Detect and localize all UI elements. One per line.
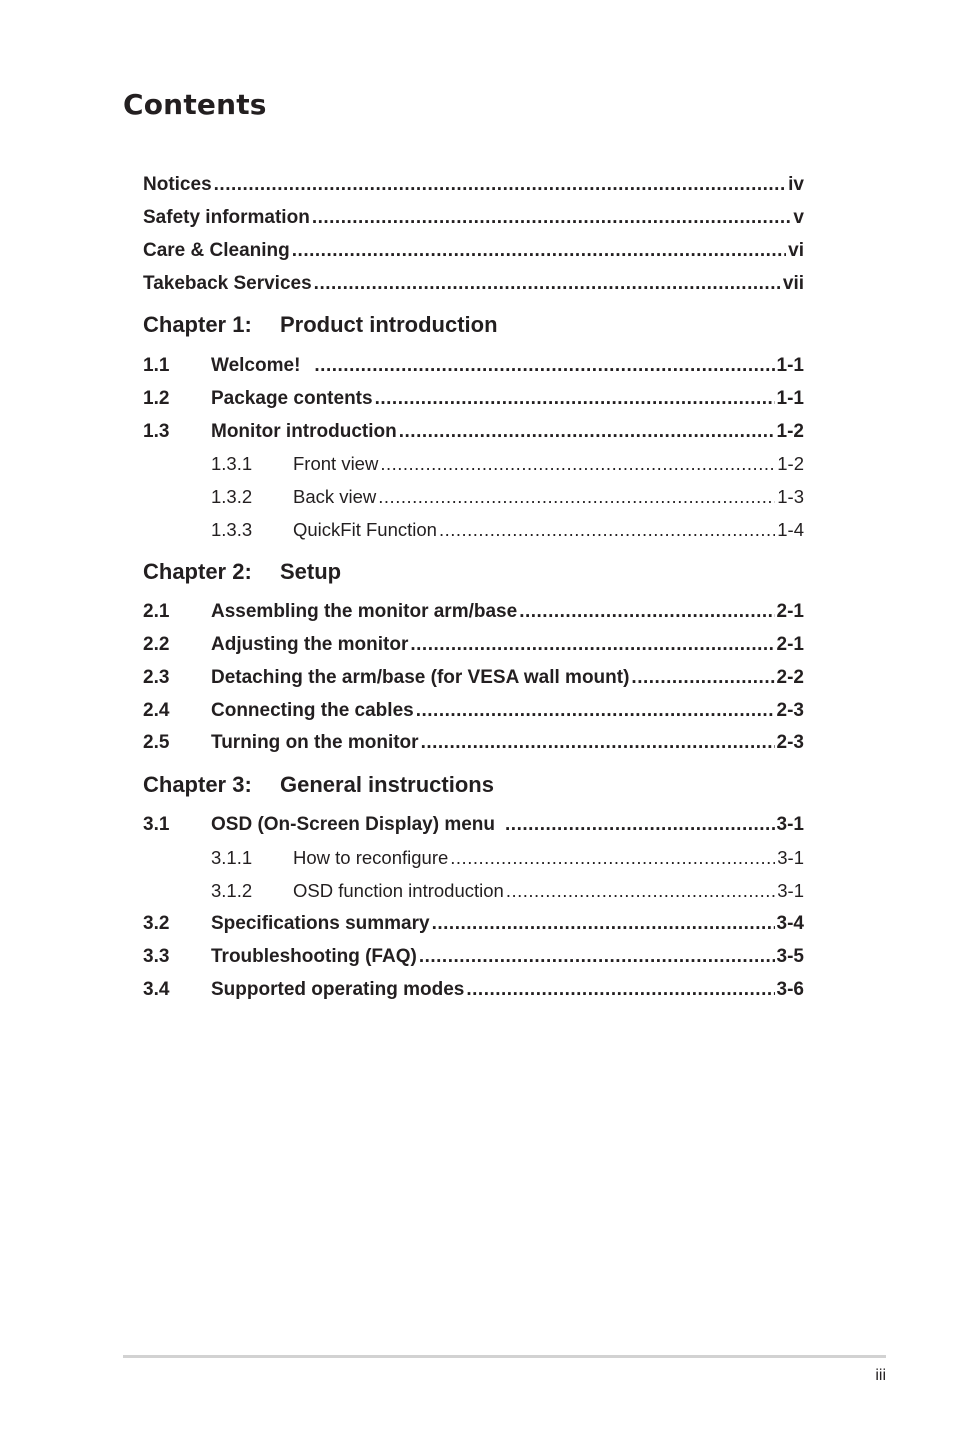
leader-dots [410,633,774,657]
toc-entry-label: Turning on the monitor [211,732,419,753]
section-number: 2.5 [143,732,170,753]
section-number: 3.4 [143,979,170,1000]
toc-entry-label: OSD (On-Screen Display) menu [211,814,496,835]
leader-dots [292,239,786,263]
chapter-heading-1[interactable] [143,311,804,339]
toc-entry-page: 1-2 [776,421,804,442]
toc-entry-1-3-3[interactable] [143,518,804,542]
toc-entry-label: Adjusting the monitor [211,634,409,655]
section-number: 1.3 [143,421,170,442]
leader-dots [314,272,781,296]
leader-dots [378,485,775,509]
toc-entry-takeback-services[interactable] [143,272,804,296]
toc-entry-page: v [793,207,804,228]
subsection-number: 1.3.2 [211,486,253,507]
toc-entry-page: 2-3 [776,732,804,753]
toc-entry-notices[interactable] [143,173,804,197]
toc-entry-label: QuickFit Function [293,519,437,540]
leader-dots [505,813,775,837]
toc-entry-page: 3-5 [776,946,804,967]
toc-entry-page: 3-1 [776,814,804,835]
toc-entry-label: Welcome! [211,355,301,376]
toc-entry-2-3[interactable] [143,666,804,690]
toc-entry-label: Package contents [211,388,373,409]
toc-entry-1-1[interactable] [143,354,804,378]
toc-entry-page: 3-1 [777,880,804,901]
leader-dots [416,699,775,723]
leader-dots [312,206,792,230]
subsection-number: 3.1.1 [211,847,253,868]
toc-entry-safety-information[interactable] [143,206,804,230]
toc-entry-2-5[interactable] [143,731,804,755]
chapter-heading-2[interactable] [143,558,804,586]
leader-dots [519,600,774,624]
leader-dots [314,354,774,378]
leader-dots [214,173,787,197]
section-number: 2.3 [143,667,170,688]
toc-entry-label: Supported operating modes [211,979,465,1000]
toc-entry-label: Troubleshooting (FAQ) [211,946,417,967]
toc-entry-3-4[interactable] [143,978,804,1002]
section-number: 2.1 [143,601,170,622]
toc-entry-page: iv [788,174,804,195]
toc-entry-label: Specifications summary [211,913,430,934]
subsection-number: 3.1.2 [211,880,253,901]
section-number: 2.2 [143,634,170,655]
toc-entry-page: 2-1 [776,601,804,622]
section-number: 1.1 [143,355,170,376]
toc-entry-page: 3-1 [777,847,804,868]
chapter-title: General instructions [280,772,494,797]
chapter-title: Product introduction [280,312,498,337]
toc-entry-1-3-1[interactable] [143,452,804,476]
toc-entry-2-1[interactable] [143,600,804,624]
toc-entry-label: Detaching the arm/base (for VESA wall mount) [211,667,630,688]
section-number: 2.4 [143,700,170,721]
toc-entry-page: 1-4 [777,519,804,540]
leader-dots [466,978,774,1002]
toc-entry-page: 2-3 [776,700,804,721]
leader-dots [506,879,775,903]
section-number: 3.3 [143,946,170,967]
toc-entry-1-3[interactable] [143,420,804,444]
subsection-number: 1.3.1 [211,453,253,474]
toc-entry-care-cleaning[interactable] [143,239,804,263]
leader-dots [419,945,775,969]
leader-dots [450,846,775,870]
toc-entry-label: Connecting the cables [211,700,414,721]
chapter-number: Chapter 1: [143,312,252,337]
section-number: 3.2 [143,913,170,934]
toc-entry-page: vi [788,240,804,261]
toc-entry-3-2[interactable] [143,912,804,936]
toc-entry-label: Takeback Services [143,273,312,294]
toc-entry-3-1-1[interactable] [143,846,804,870]
toc-entry-page: 1-1 [776,388,804,409]
toc-entry-label: Assembling the monitor arm/base [211,601,518,622]
toc-entry-label: Front view [293,453,379,474]
leader-dots [432,912,775,936]
section-number: 3.1 [143,814,170,835]
page-title: Contents [123,88,267,121]
toc-entry-label: Back view [293,486,377,507]
toc-entry-page: 2-1 [776,634,804,655]
chapter-heading-3[interactable] [143,771,804,799]
leader-dots [631,666,774,690]
toc-entry-page: 1-3 [777,486,804,507]
toc-entry-page: 3-6 [776,979,804,1000]
toc-entry-page: 3-4 [776,913,804,934]
toc-entry-page: 1-2 [777,453,804,474]
toc-entry-page: 2-2 [776,667,804,688]
toc-entry-label: How to reconfigure [293,847,449,868]
toc-entry-3-1[interactable] [143,813,804,837]
chapter-number: Chapter 3: [143,772,252,797]
footer-divider [123,1355,886,1358]
leader-dots [421,731,775,755]
toc-entry-label: Care & Cleaning [143,240,290,261]
toc-entry-3-1-2[interactable] [143,879,804,903]
toc-entry-label: Monitor introduction [211,421,397,442]
leader-dots [375,387,775,411]
toc-entry-page: vii [782,273,804,294]
leader-dots [439,518,775,542]
chapter-number: Chapter 2: [143,559,252,584]
page-number: iii [875,1367,886,1384]
toc-entry-label: OSD function introduction [293,880,504,901]
toc-entry-2-4[interactable] [143,699,804,723]
toc-entry-label: Safety information [143,207,310,228]
toc-entry-1-2[interactable] [143,387,804,411]
toc-entry-label: Notices [143,174,212,195]
leader-dots [380,452,775,476]
toc-entry-2-2[interactable] [143,633,804,657]
section-number: 1.2 [143,388,170,409]
toc-entry-1-3-2[interactable] [143,485,804,509]
toc-entry-page: 1-1 [776,355,804,376]
chapter-title: Setup [280,559,342,584]
toc-entry-3-3[interactable] [143,945,804,969]
subsection-number: 1.3.3 [211,519,253,540]
leader-dots [399,420,775,444]
